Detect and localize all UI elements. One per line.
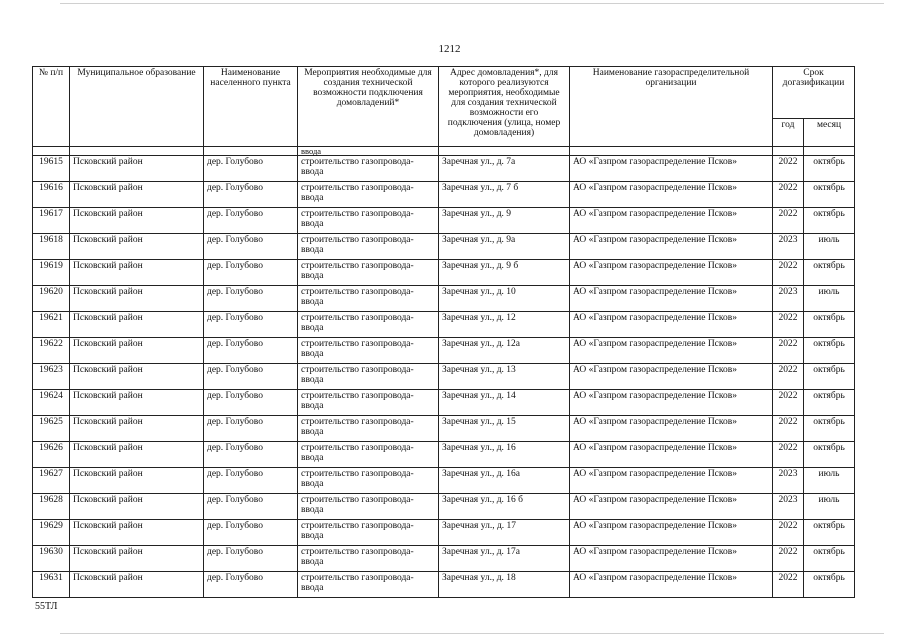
- row-num: 19626: [33, 442, 70, 468]
- row-year: 2022: [773, 312, 804, 338]
- row-organization: АО «Газпром газораспределение Псков»: [570, 286, 773, 312]
- row-address: Заречная ул., д. 10: [439, 286, 570, 312]
- row-organization: АО «Газпром газораспределение Псков»: [570, 182, 773, 208]
- row-address: Заречная ул., д. 14: [439, 390, 570, 416]
- row-settlement: дер. Голубово: [204, 364, 298, 390]
- row-measure: строительство газопровода-ввода: [298, 546, 439, 572]
- row-organization: АО «Газпром газораспределение Псков»: [570, 260, 773, 286]
- row-organization: АО «Газпром газораспределение Псков»: [570, 572, 773, 598]
- row-address: Заречная ул., д. 9: [439, 208, 570, 234]
- row-address: Заречная ул., д. 17а: [439, 546, 570, 572]
- row-num: 19624: [33, 390, 70, 416]
- row-municipality: Псковский район: [70, 364, 204, 390]
- row-address: Заречная ул., д. 7 б: [439, 182, 570, 208]
- row-settlement: дер. Голубово: [204, 286, 298, 312]
- row-settlement: дер. Голубово: [204, 338, 298, 364]
- row-municipality: Псковский район: [70, 494, 204, 520]
- row-measure: строительство газопровода-ввода: [298, 286, 439, 312]
- row-year: 2023: [773, 468, 804, 494]
- row-municipality: Псковский район: [70, 416, 204, 442]
- row-measure: строительство газопровода-ввода: [298, 364, 439, 390]
- row-organization: АО «Газпром газораспределение Псков»: [570, 156, 773, 182]
- row-settlement: дер. Голубово: [204, 572, 298, 598]
- row-month: октябрь: [804, 442, 855, 468]
- row-address: Заречная ул., д. 9 б: [439, 260, 570, 286]
- row-organization: АО «Газпром газораспределение Псков»: [570, 442, 773, 468]
- row-num: 19615: [33, 156, 70, 182]
- row-measure: строительство газопровода-ввода: [298, 208, 439, 234]
- row-municipality: Псковский район: [70, 546, 204, 572]
- row-measure: строительство газопровода-ввода: [298, 520, 439, 546]
- table-row: [33, 364, 855, 390]
- row-organization: АО «Газпром газораспределение Псков»: [570, 338, 773, 364]
- row-measure: строительство газопровода-ввода: [298, 390, 439, 416]
- row-measure: строительство газопровода-ввода: [298, 338, 439, 364]
- row-month: октябрь: [804, 182, 855, 208]
- page-number: 1212: [438, 43, 461, 55]
- row-year: 2022: [773, 520, 804, 546]
- header-year: год: [773, 118, 804, 146]
- row-year: 2022: [773, 260, 804, 286]
- header-address: Адрес домовладения*, для которого реализуются мероприятия, необходимые для создания технической возможности его подключения (улица, номер домовладения): [439, 67, 570, 147]
- row-address: Заречная ул., д. 9а: [439, 234, 570, 260]
- header-term: Срок догазификации: [773, 67, 855, 119]
- row-settlement: дер. Голубово: [204, 156, 298, 182]
- row-municipality: Псковский район: [70, 260, 204, 286]
- row-settlement: дер. Голубово: [204, 182, 298, 208]
- row-organization: АО «Газпром газораспределение Псков»: [570, 520, 773, 546]
- row-municipality: Псковский район: [70, 572, 204, 598]
- row-municipality: Псковский район: [70, 234, 204, 260]
- row-year: 2022: [773, 546, 804, 572]
- row-month: октябрь: [804, 208, 855, 234]
- row-address: Заречная ул., д. 16 б: [439, 494, 570, 520]
- row-month: октябрь: [804, 364, 855, 390]
- row-year: 2022: [773, 182, 804, 208]
- row-municipality: Псковский район: [70, 520, 204, 546]
- row-month: июль: [804, 494, 855, 520]
- row-organization: АО «Газпром газораспределение Псков»: [570, 312, 773, 338]
- scan-artifact-bottom: [60, 633, 884, 634]
- table-row: [33, 312, 855, 338]
- row-measure: строительство газопровода-ввода: [298, 156, 439, 182]
- row-municipality: Псковский район: [70, 442, 204, 468]
- row-month: октябрь: [804, 572, 855, 598]
- row-year: 2023: [773, 286, 804, 312]
- row-address: Заречная ул., д. 15: [439, 416, 570, 442]
- row-num: 19616: [33, 182, 70, 208]
- header-organization: Наименование газораспределительной организации: [570, 67, 773, 147]
- row-organization: АО «Газпром газораспределение Псков»: [570, 390, 773, 416]
- row-organization: АО «Газпром газораспределение Псков»: [570, 468, 773, 494]
- row-month: октябрь: [804, 338, 855, 364]
- row-municipality: Псковский район: [70, 468, 204, 494]
- table-header-row: [33, 67, 855, 119]
- row-month: октябрь: [804, 546, 855, 572]
- row-measure: строительство газопровода-ввода: [298, 182, 439, 208]
- continuation-text: ввода: [298, 147, 439, 156]
- row-month: октябрь: [804, 520, 855, 546]
- row-address: Заречная ул., д. 12: [439, 312, 570, 338]
- row-month: июль: [804, 468, 855, 494]
- row-measure: строительство газопровода-ввода: [298, 494, 439, 520]
- scan-artifact-top: [60, 3, 884, 4]
- table-row: [33, 208, 855, 234]
- continuation-row: [33, 147, 855, 156]
- row-settlement: дер. Голубово: [204, 520, 298, 546]
- row-organization: АО «Газпром газораспределение Псков»: [570, 416, 773, 442]
- row-year: 2022: [773, 156, 804, 182]
- row-settlement: дер. Голубово: [204, 494, 298, 520]
- table-row: [33, 416, 855, 442]
- header-month: месяц: [804, 118, 855, 146]
- row-organization: АО «Газпром газораспределение Псков»: [570, 546, 773, 572]
- table-row: [33, 520, 855, 546]
- row-organization: АО «Газпром газораспределение Псков»: [570, 494, 773, 520]
- table-row: [33, 260, 855, 286]
- row-municipality: Псковский район: [70, 156, 204, 182]
- row-address: Зарeчная ул., д. 17: [439, 520, 570, 546]
- row-year: 2023: [773, 234, 804, 260]
- row-year: 2022: [773, 572, 804, 598]
- row-num: 19619: [33, 260, 70, 286]
- row-address: Заречная ул., д. 16а: [439, 468, 570, 494]
- row-settlement: дер. Голубово: [204, 546, 298, 572]
- row-settlement: дер. Голубово: [204, 312, 298, 338]
- row-num: 19620: [33, 286, 70, 312]
- header-measures: Мероприятия необходимые для создания технической возможности подключения домовладений*: [298, 67, 439, 147]
- row-year: 2023: [773, 494, 804, 520]
- table-row: [33, 494, 855, 520]
- row-organization: АО «Газпром газораспределение Псков»: [570, 364, 773, 390]
- header-municipality: Муниципальное образование: [70, 67, 204, 147]
- footer-code: 55ТЛ: [35, 601, 58, 612]
- row-num: 19617: [33, 208, 70, 234]
- table-row: [33, 390, 855, 416]
- row-month: октябрь: [804, 156, 855, 182]
- row-municipality: Псковский район: [70, 182, 204, 208]
- row-month: октябрь: [804, 390, 855, 416]
- row-month: июль: [804, 234, 855, 260]
- row-year: 2022: [773, 338, 804, 364]
- table-row: [33, 182, 855, 208]
- row-municipality: Псковский район: [70, 286, 204, 312]
- row-year: 2022: [773, 364, 804, 390]
- row-organization: АО «Газпром газораспределение Псков»: [570, 234, 773, 260]
- row-num: 19621: [33, 312, 70, 338]
- table-row: [33, 156, 855, 182]
- row-measure: строительство газопровода-ввода: [298, 234, 439, 260]
- row-measure: строительство газопровода-ввода: [298, 416, 439, 442]
- row-year: 2022: [773, 442, 804, 468]
- row-address: Заречная ул., д. 16: [439, 442, 570, 468]
- row-settlement: дер. Голубово: [204, 234, 298, 260]
- row-organization: АО «Газпром газораспределение Псков»: [570, 208, 773, 234]
- row-measure: строительство газопровода-ввода: [298, 468, 439, 494]
- row-settlement: дер. Голубово: [204, 208, 298, 234]
- row-municipality: Псковский район: [70, 208, 204, 234]
- table-row: [33, 338, 855, 364]
- row-num: 19630: [33, 546, 70, 572]
- row-measure: строительство газопровода-ввода: [298, 312, 439, 338]
- row-month: июль: [804, 286, 855, 312]
- row-year: 2022: [773, 208, 804, 234]
- table-row: [33, 234, 855, 260]
- row-num: 19628: [33, 494, 70, 520]
- row-address: Заречная ул., д. 7а: [439, 156, 570, 182]
- row-num: 19622: [33, 338, 70, 364]
- row-measure: строительство газопровода-ввода: [298, 572, 439, 598]
- row-num: 19631: [33, 572, 70, 598]
- row-address: Заречная ул., д. 13: [439, 364, 570, 390]
- row-settlement: дер. Голубово: [204, 390, 298, 416]
- table-row: [33, 572, 855, 598]
- gasification-table: [32, 66, 855, 598]
- row-month: октябрь: [804, 260, 855, 286]
- table-row: [33, 468, 855, 494]
- row-num: 19627: [33, 468, 70, 494]
- row-month: октябрь: [804, 416, 855, 442]
- row-num: 19625: [33, 416, 70, 442]
- row-num: 19629: [33, 520, 70, 546]
- table-row: [33, 546, 855, 572]
- row-municipality: Псковский район: [70, 390, 204, 416]
- row-year: 2022: [773, 416, 804, 442]
- row-measure: строительство газопровода-ввода: [298, 442, 439, 468]
- row-settlement: дер. Голубово: [204, 416, 298, 442]
- row-address: Заречная ул., д. 12а: [439, 338, 570, 364]
- row-num: 19618: [33, 234, 70, 260]
- row-year: 2022: [773, 390, 804, 416]
- row-settlement: дер. Голубово: [204, 260, 298, 286]
- row-municipality: Псковский район: [70, 312, 204, 338]
- row-measure: строительство газопровода-ввода: [298, 260, 439, 286]
- row-num: 19623: [33, 364, 70, 390]
- table-row: [33, 442, 855, 468]
- row-settlement: дер. Голубово: [204, 442, 298, 468]
- row-month: октябрь: [804, 312, 855, 338]
- row-address: Заречная ул., д. 18: [439, 572, 570, 598]
- row-settlement: дер. Голубово: [204, 468, 298, 494]
- table-row: [33, 286, 855, 312]
- row-municipality: Псковский район: [70, 338, 204, 364]
- header-settlement: Наименование населенного пункта: [204, 67, 298, 147]
- header-num: № п/п: [33, 67, 70, 147]
